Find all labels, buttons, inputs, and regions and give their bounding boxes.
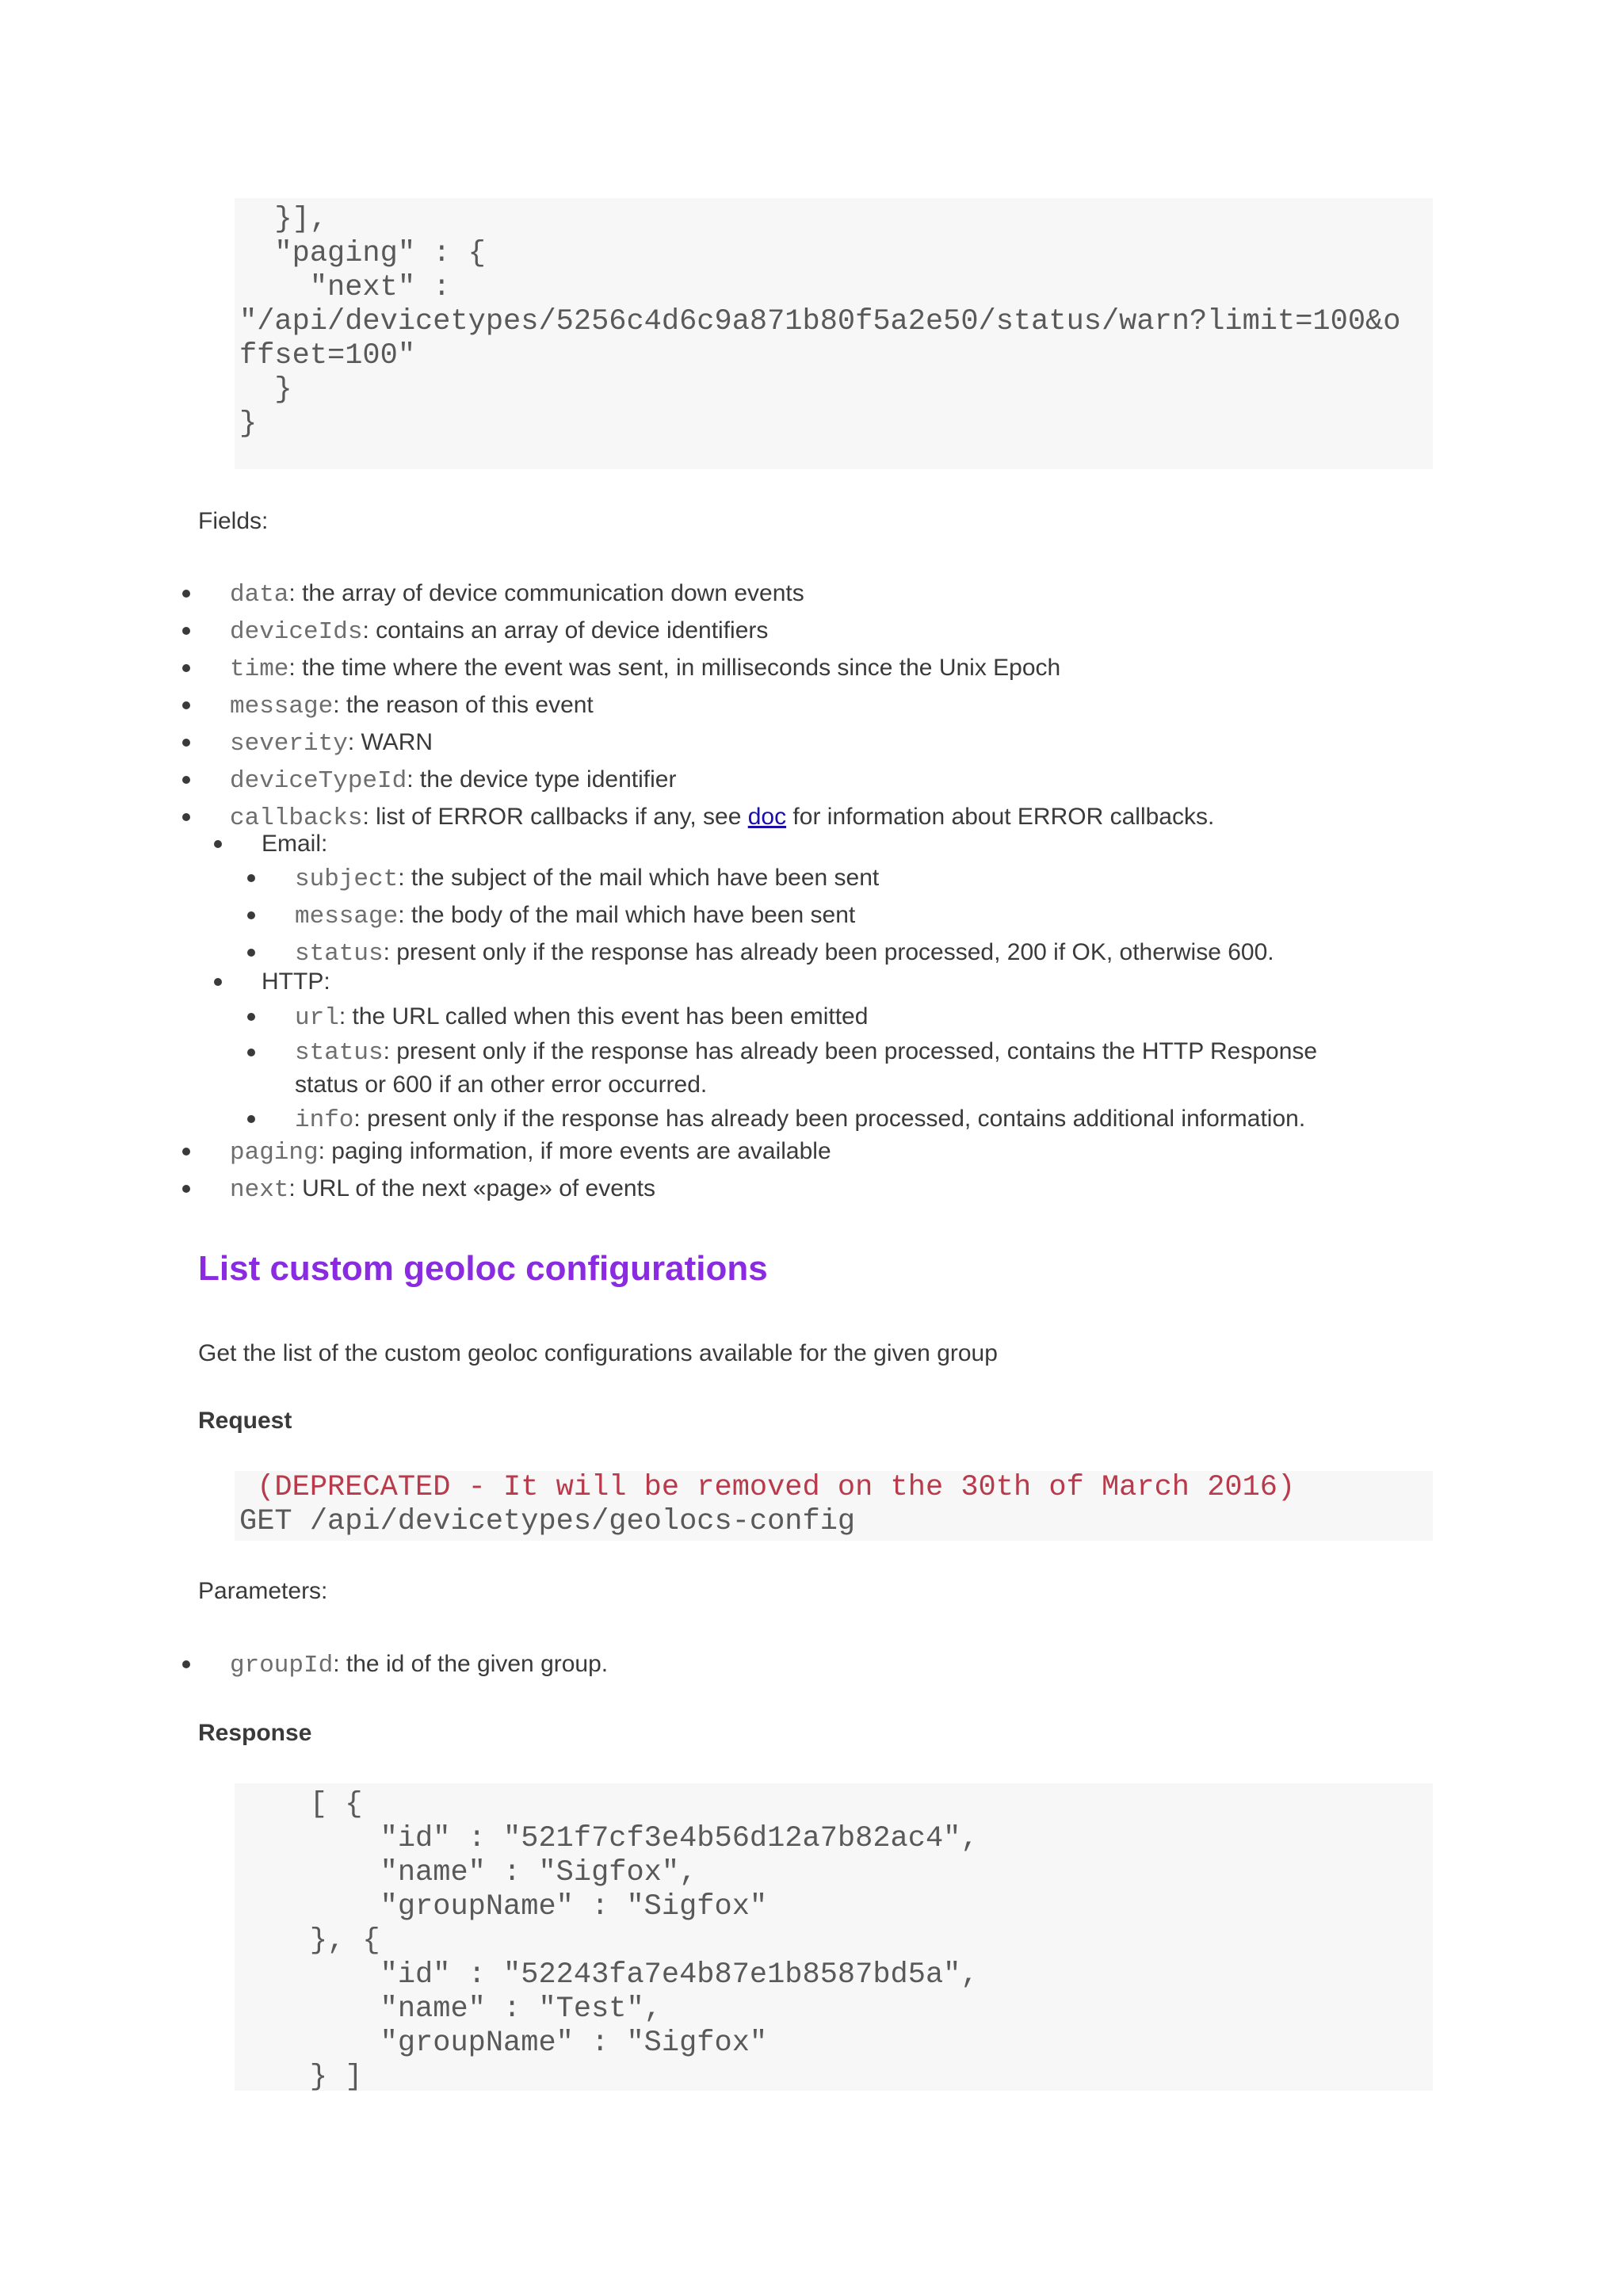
field-name: severity <box>230 730 348 758</box>
http-label: HTTP: <box>262 968 330 995</box>
code-line: [ { <box>239 1788 363 1821</box>
request-label: Request <box>198 1408 292 1434</box>
parameters-list <box>230 1646 608 1683</box>
fields-label: Fields: <box>198 508 269 534</box>
code-line: "name" : "Sigfox", <box>239 1856 697 1889</box>
code-line: } ] <box>239 2061 363 2094</box>
code-line: "groupName" : "Sigfox" <box>239 1890 768 1924</box>
field-name: time <box>230 655 289 683</box>
field-name: url <box>295 1004 339 1032</box>
field-name: deviceIds <box>230 618 363 646</box>
code-line: "next" : <box>239 271 451 304</box>
tail-fields-list <box>230 1133 831 1208</box>
code-line: } <box>239 373 292 407</box>
list-item: deviceTypeId: the device type identifier <box>230 762 1214 799</box>
doc-link[interactable]: doc <box>747 804 787 830</box>
request-endpoint: GET /api/devicetypes/geolocs-config <box>239 1505 856 1538</box>
list-item: paging: paging information, if more events are available <box>230 1133 831 1171</box>
code-line: "id" : "52243fa7e4b87e1b8587bd5a", <box>239 1958 979 1992</box>
list-item: status: present only if the response has already been processed, 200 if OK, otherwise 600. <box>295 934 1274 972</box>
field-name: data <box>230 581 289 609</box>
deprecated-notice: (DEPRECATED - It will be removed on the 30th of March 2016) <box>239 1471 1296 1504</box>
code-line: "/api/devicetypes/5256c4d6c9a871b80f5a2e50/status/warn?limit=100&o <box>239 305 1401 338</box>
field-name: message <box>230 693 334 720</box>
response-label: Response <box>198 1720 312 1746</box>
list-item: message: the reason of this event <box>230 687 1214 724</box>
code-line: "name" : "Test", <box>239 1992 662 2026</box>
field-name: message <box>295 903 399 930</box>
list-item: subject: the subject of the mail which have been sent <box>295 860 1274 897</box>
field-name: status <box>295 940 384 968</box>
section-description: Get the list of the custom geoloc configurations available for the given group <box>198 1340 998 1366</box>
code-line: "paging" : { <box>239 237 486 270</box>
field-name: deviceTypeId <box>230 767 407 795</box>
list-item: callbacks: list of ERROR callbacks if any, see doc for information about ERROR callbacks. <box>230 799 1214 836</box>
fields-list <box>230 575 1214 836</box>
field-name: callbacks <box>230 804 363 832</box>
list-item: data: the array of device communication down events <box>230 575 1214 613</box>
list-item: next: URL of the next «page» of events <box>230 1171 831 1208</box>
list-item: groupId: the id of the given group. <box>230 1646 608 1683</box>
code-line: "groupName" : "Sigfox" <box>239 2027 768 2060</box>
parameters-label: Parameters: <box>198 1578 328 1604</box>
http-list <box>262 964 330 999</box>
list-item: message: the body of the mail which have been sent <box>295 897 1274 934</box>
list-item: info: present only if the response has already been processed, contains additional information. <box>295 1101 1317 1138</box>
request-code-block <box>235 1471 1433 1541</box>
field-name: info <box>295 1106 354 1134</box>
list-item <box>262 826 327 861</box>
http-items-list <box>295 999 1317 1138</box>
section-title: List custom geoloc configurations <box>198 1249 768 1288</box>
list-item: status: present only if the response has already been processed, contains the HTTP Response status or 600 if an other error occurred. <box>295 1036 1317 1101</box>
code-line: }], <box>239 203 328 236</box>
code-line: "id" : "521f7cf3e4b56d12a7b82ac4", <box>239 1822 979 1855</box>
response-code-block <box>235 1783 1433 2094</box>
field-name: next <box>230 1176 289 1204</box>
top-code-block <box>235 198 1433 469</box>
email-items-list <box>295 860 1274 972</box>
code-line: } <box>239 407 258 441</box>
field-name: paging <box>230 1139 319 1167</box>
field-name: subject <box>295 865 399 893</box>
list-item: time: the time where the event was sent, in milliseconds since the Unix Epoch <box>230 650 1214 687</box>
email-list <box>262 826 327 861</box>
field-name: groupId <box>230 1652 334 1679</box>
code-line: }, { <box>239 1924 380 1958</box>
email-label: Email: <box>262 831 328 857</box>
list-item <box>262 964 330 999</box>
field-name: status <box>295 1039 384 1067</box>
code-line: ffset=100" <box>239 339 416 372</box>
list-item: deviceIds: contains an array of device identifiers <box>230 613 1214 650</box>
list-item: severity: WARN <box>230 724 1214 762</box>
list-item: url: the URL called when this event has been emitted <box>295 999 1317 1036</box>
